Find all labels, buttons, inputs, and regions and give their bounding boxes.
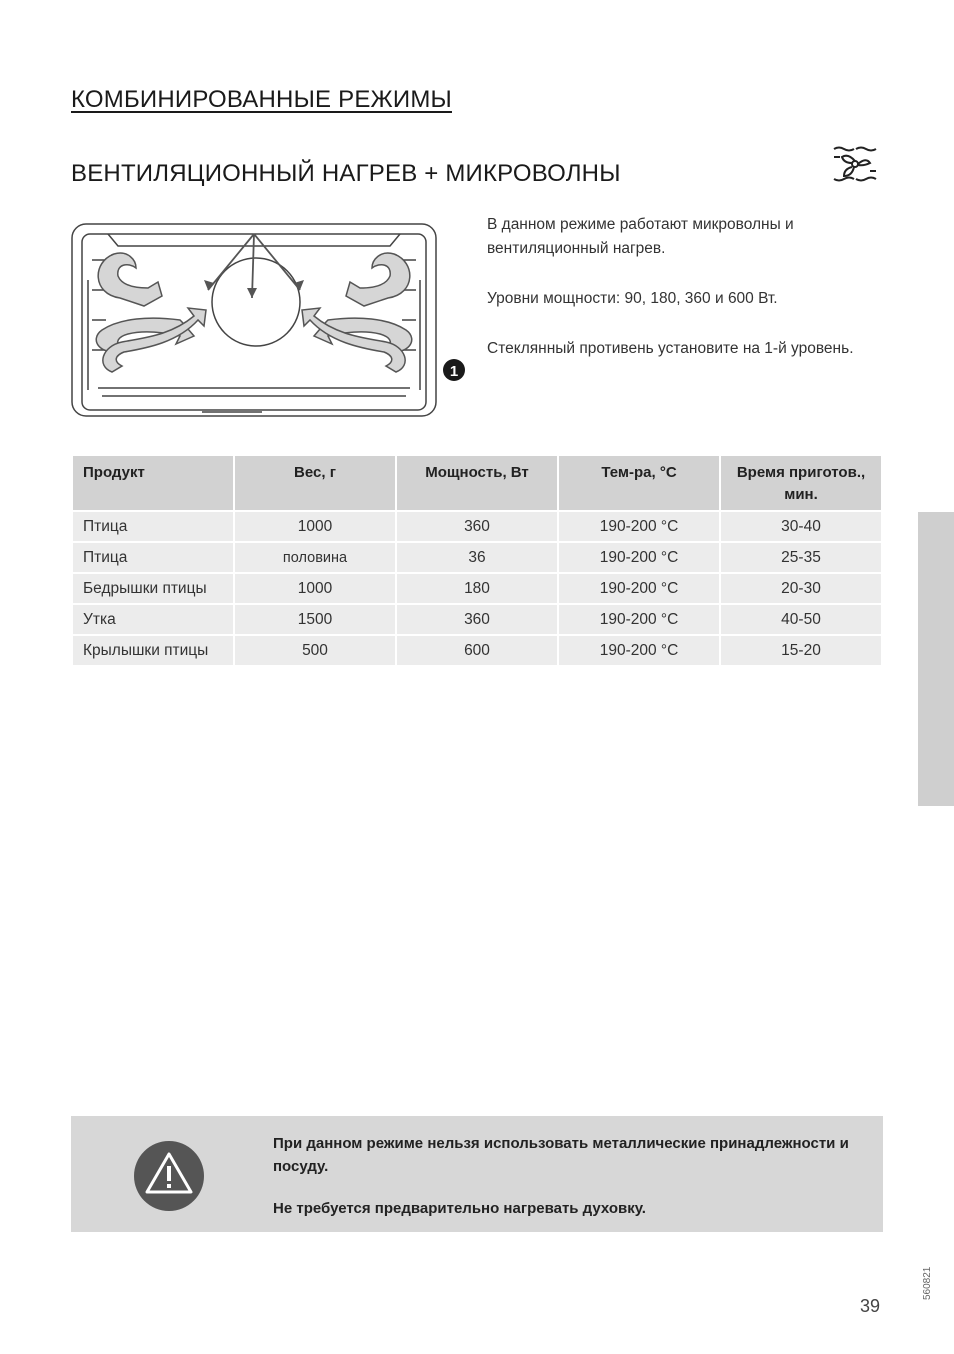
cell-time: 15-20 — [721, 636, 881, 665]
mode-title: ВЕНТИЛЯЦИОННЫЙ НАГРЕВ + МИКРОВОЛНЫ — [71, 160, 621, 187]
description-paragraph-1: В данном режиме работают микроволны и вентиляционный нагрев. — [487, 216, 794, 257]
cell-weight: 1000 — [235, 512, 395, 541]
document-code: 560821 — [922, 1266, 933, 1300]
warning-icon — [133, 1140, 205, 1212]
header-power: Мощность, Вт — [397, 456, 557, 510]
cell-time: 25-35 — [721, 543, 881, 572]
cell-power: 180 — [397, 574, 557, 603]
diagram-label: 1 — [449, 363, 459, 380]
cell-product: Птица — [73, 543, 233, 572]
warning-box — [71, 1116, 883, 1232]
header-product: Продукт — [73, 456, 233, 510]
cell-temperature: 190-200 °C — [559, 574, 719, 603]
description-paragraph-3: Стеклянный противень установите на 1-й уровень. — [487, 340, 854, 357]
cell-temperature: 190-200 °C — [559, 512, 719, 541]
cell-time: 40-50 — [721, 605, 881, 634]
header-temperature: Тем-ра, °C — [559, 456, 719, 510]
cell-weight: 1000 — [235, 574, 395, 603]
table-header-row — [73, 456, 881, 510]
section-title: КОМБИНИРОВАННЫЕ РЕЖИМЫ — [71, 86, 452, 113]
cell-power: 360 — [397, 512, 557, 541]
cell-power: 360 — [397, 605, 557, 634]
cell-weight: 500 — [235, 636, 395, 665]
cell-product: Бедрышки птицы — [73, 574, 233, 603]
cell-power: 36 — [397, 543, 557, 572]
cell-weight: половина — [235, 543, 395, 572]
oven-airflow-diagram — [68, 220, 470, 420]
cell-weight: 1500 — [235, 605, 395, 634]
mode-description — [487, 213, 907, 387]
header-weight: Вес, г — [235, 456, 395, 510]
cell-temperature: 190-200 °C — [559, 605, 719, 634]
cell-temperature: 190-200 °C — [559, 543, 719, 572]
warning-line-1: При данном режиме нельзя использовать металлические принадлежности и посуду. — [273, 1135, 849, 1175]
cell-time: 30-40 — [721, 512, 881, 541]
fan-heating-microwave-icon — [832, 145, 878, 183]
table-row — [73, 543, 881, 572]
cooking-table — [71, 454, 883, 667]
warning-text — [273, 1132, 873, 1239]
table-row — [73, 605, 881, 634]
table-row — [73, 636, 881, 665]
cell-temperature: 190-200 °C — [559, 636, 719, 665]
cell-product: Птица — [73, 512, 233, 541]
warning-line-2: Не требуется предварительно нагревать духовку. — [273, 1200, 646, 1217]
cell-power: 600 — [397, 636, 557, 665]
table-row — [73, 512, 881, 541]
side-section-tab — [918, 512, 954, 806]
cell-time: 20-30 — [721, 574, 881, 603]
description-paragraph-2: Уровни мощности: 90, 180, 360 и 600 Вт. — [487, 290, 778, 307]
header-time: Время приготов., мин. — [721, 456, 881, 510]
table-row — [73, 574, 881, 603]
page-number: 39 — [860, 1296, 881, 1316]
cell-product: Утка — [73, 605, 233, 634]
cell-product: Крылышки птицы — [73, 636, 233, 665]
